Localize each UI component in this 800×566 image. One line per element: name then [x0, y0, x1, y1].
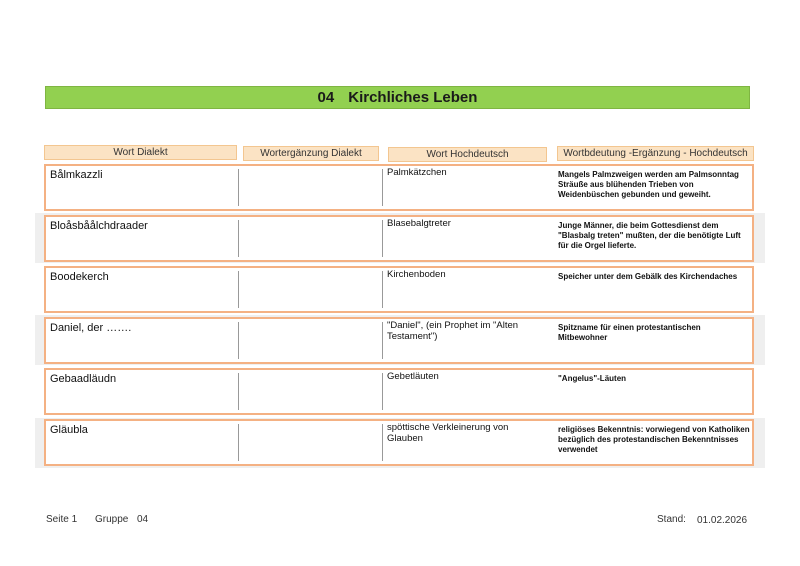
cell-bedeutung: Speicher unter dem Gebälk des Kirchendaches — [558, 272, 738, 281]
cell-ergaenzung — [238, 169, 383, 206]
cell-ergaenzung — [238, 322, 383, 359]
header-wort-dialekt: Wort Dialekt — [44, 145, 237, 160]
table-row — [44, 419, 754, 466]
cell-bedeutung: Junge Männer, die beim Gottesdienst dem "Blasbalg treten" mußten, der die benötigte Luft für die Orgel lieferte. — [558, 221, 741, 250]
cell-dialekt: Boodekerch — [50, 271, 109, 283]
cell-dialekt: Bålmkazzli — [50, 169, 103, 181]
cell-bedeutung: Spitzname für einen protestantischen Mitbewohner — [558, 323, 701, 342]
header-wort-hochdeutsch: Wort Hochdeutsch — [388, 147, 547, 162]
footer-stand-date: 01.02.2026 — [697, 515, 748, 526]
footer-stand-label: Stand: — [657, 514, 686, 525]
cell-hochdeutsch: Palmkätzchen — [387, 167, 447, 178]
cell-hochdeutsch: spöttische Verkleinerung von Glauben — [387, 422, 509, 444]
cell-bedeutung: religiöses Bekenntnis: vorwiegend von Katholiken bezüglich des protestandischen Bekenntnisses verwendet — [558, 425, 750, 454]
cell-dialekt: Gläubla — [50, 424, 88, 436]
cell-dialekt: Bloåsbåålchdraader — [50, 220, 148, 232]
header-wortbedeutung: Wortbdeutung -Ergänzung - Hochdeutsch — [557, 146, 754, 161]
section-number: 04 — [317, 89, 335, 106]
table-row — [44, 266, 754, 313]
footer-group-label: Gruppe — [95, 514, 129, 525]
section-title-bar — [45, 86, 750, 109]
table-row — [44, 215, 754, 262]
table-row — [44, 317, 754, 364]
cell-dialekt: Gebaadläudn — [50, 373, 117, 385]
cell-bedeutung: Mangels Palmzweigen werden am Palmsonntag Sträuße aus blühenden Trieben von Weidenbüschen gebunden und geweiht. — [558, 170, 739, 199]
cell-hochdeutsch: "Daniel", (ein Prophet im "Alten Testament") — [387, 320, 519, 342]
header-wortergaenzung-dialekt: Wortergänzung Dialekt — [243, 146, 379, 161]
cell-bedeutung: "Angelus"-Läuten — [558, 374, 627, 383]
cell-ergaenzung — [238, 220, 383, 257]
cell-ergaenzung — [238, 373, 383, 410]
cell-ergaenzung — [238, 424, 383, 461]
footer-page-number: Seite 1 — [46, 514, 78, 525]
cell-hochdeutsch: Blasebalgtreter — [387, 218, 451, 229]
table-row — [44, 164, 754, 211]
table-row — [44, 368, 754, 415]
cell-hochdeutsch: Kirchenboden — [387, 269, 446, 280]
cell-hochdeutsch: Gebetläuten — [387, 371, 439, 382]
section-title: Kirchliches Leben — [348, 89, 478, 106]
cell-ergaenzung — [238, 271, 383, 308]
footer-group-value: 04 — [137, 514, 149, 525]
cell-dialekt: Daniel, der ……. — [50, 322, 132, 334]
